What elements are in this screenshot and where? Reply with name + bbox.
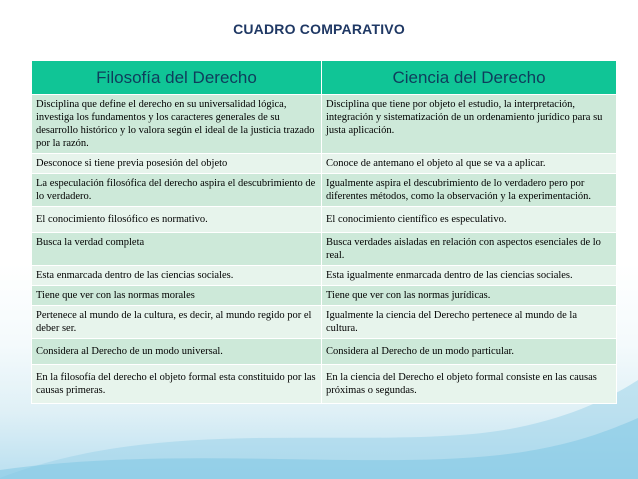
cell-filosofia: Disciplina que define el derecho en su universalidad lógica, investiga los fundamentos y los caracteres generales de su desarrollo histórico y lo valora según el ideal de la justicia trazado por la razón.: [32, 95, 322, 154]
table-row: [32, 286, 617, 306]
cell-filosofia: Esta enmarcada dentro de las ciencias sociales.: [32, 266, 322, 286]
header-filosofia: Filosofía del Derecho: [32, 61, 322, 95]
table-row: [32, 266, 617, 286]
cell-filosofia: Desconoce si tiene previa posesión del objeto: [32, 154, 322, 174]
cell-filosofia: Tiene que ver con las normas morales: [32, 286, 322, 306]
cell-filosofia: En la filosofía del derecho el objeto formal esta constituido por las causas primeras.: [32, 365, 322, 404]
comparison-table: [31, 60, 617, 404]
cell-ciencia: En la ciencia del Derecho el objeto formal consiste en las causas próximas o segundas.: [322, 365, 617, 404]
cell-filosofia: El conocimiento filosófico es normativo.: [32, 207, 322, 233]
table-row: [32, 365, 617, 404]
cell-filosofia: La especulación filosófica del derecho aspira el descubrimiento de lo verdadero.: [32, 174, 322, 207]
table-row: [32, 174, 617, 207]
cell-ciencia: El conocimiento científico es especulativo.: [322, 207, 617, 233]
table-row: [32, 306, 617, 339]
cell-filosofia: Busca la verdad completa: [32, 233, 322, 266]
table-row: [32, 207, 617, 233]
header-ciencia: Ciencia del Derecho: [322, 61, 617, 95]
cell-ciencia: Igualmente aspira el descubrimiento de lo verdadero pero por diferentes métodos, como la observación y la experimentación.: [322, 174, 617, 207]
table-header-row: [32, 61, 617, 95]
cell-filosofia: Considera al Derecho de un modo universal.: [32, 339, 322, 365]
table-row: [32, 233, 617, 266]
cell-ciencia: Busca verdades aisladas en relación con aspectos esenciales de lo real.: [322, 233, 617, 266]
cell-ciencia: Igualmente la ciencia del Derecho pertenece al mundo de la cultura.: [322, 306, 617, 339]
page-title: CUADRO COMPARATIVO: [233, 21, 405, 37]
table-row: [32, 154, 617, 174]
table-row: [32, 339, 617, 365]
cell-ciencia: Disciplina que tiene por objeto el estudio, la interpretación, integración y sistematización de un ordenamiento jurídico para su justa aplicación.: [322, 95, 617, 154]
cell-ciencia: Esta igualmente enmarcada dentro de las ciencias sociales.: [322, 266, 617, 286]
table-row: [32, 95, 617, 154]
cell-filosofia: Pertenece al mundo de la cultura, es decir, al mundo regido por el deber ser.: [32, 306, 322, 339]
cell-ciencia: Conoce de antemano el objeto al que se va a aplicar.: [322, 154, 617, 174]
cell-ciencia: Considera al Derecho de un modo particular.: [322, 339, 617, 365]
cell-ciencia: Tiene que ver con las normas jurídicas.: [322, 286, 617, 306]
